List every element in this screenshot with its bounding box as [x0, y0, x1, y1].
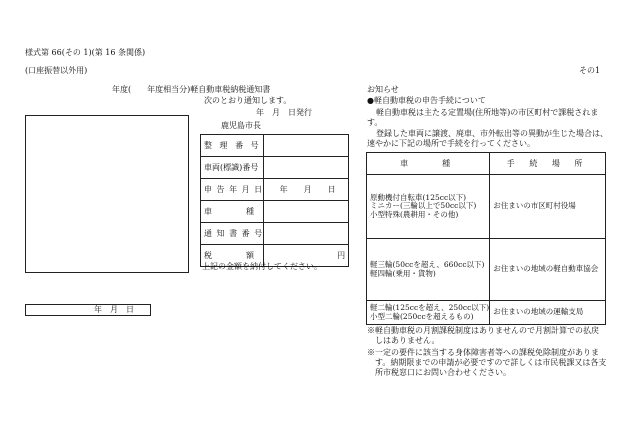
- row-label: 税 額: [201, 245, 264, 267]
- note2-line2: す。納期限までの申請が必要ですので詳しくは市民税課又は各支: [375, 358, 607, 367]
- vehicle-line: 軽四輪(乗用・貨物): [370, 268, 436, 278]
- table-row: [367, 239, 606, 301]
- row-value: [264, 223, 349, 245]
- info-heading: お知らせ: [367, 85, 399, 94]
- vehicle-cell: [367, 239, 490, 301]
- para2-line2: 速やかに下記の場所で手続を行ってください。: [367, 139, 535, 148]
- procedure-table: [366, 152, 606, 325]
- para1-line2: す。: [367, 118, 383, 127]
- note2-line1: ※一定の要件に該当する身体障害者等への課税免除制度がありま: [367, 348, 599, 357]
- place-cell: お住まいの市区町村役場: [490, 175, 606, 239]
- vehicle-line: 軽三輪(50ccを超え、660cc以下): [370, 259, 485, 269]
- row-label: 車両(標識)番号: [201, 157, 264, 179]
- row-value: [264, 157, 349, 179]
- table-row: [201, 201, 349, 223]
- table-row: [201, 157, 349, 179]
- table-row: [201, 223, 349, 245]
- vehicle-line: 原動機付自転車(125cc以下): [370, 192, 467, 202]
- table-row: [367, 301, 606, 325]
- issue-date: 年 月 日発行: [256, 108, 312, 117]
- row-value: [264, 135, 349, 157]
- row-value: 年 月 日: [264, 179, 349, 201]
- vehicle-line: 軽二輪(125ccを超え、250cc以下): [370, 302, 490, 312]
- vehicle-line: ミニカー(三輪以上で50cc以下): [370, 201, 477, 211]
- note2-line3: 所市税窓口にお問い合わせください。: [375, 368, 511, 377]
- vehicle-line: 小型二輪(250ccを超えるもの): [370, 311, 474, 321]
- note1-line1: ※軽自動車税の月割課税制度はありませんので月割計算での払戻: [367, 326, 599, 335]
- notice-subtitle: 次のとおり通知します。: [204, 96, 292, 105]
- note1-line2: しはありません。: [375, 336, 440, 345]
- vehicle-cell: [367, 175, 490, 239]
- para1-line1: 軽自動車税は主たる定置場(住所地等)の市区町村で課税されま: [376, 108, 599, 117]
- row-value: 円: [264, 245, 349, 267]
- address-box: [25, 115, 189, 273]
- payment-note: 上記の金額を納付してください。: [202, 262, 322, 271]
- notice-title: 年度( 年度相当分)軽自動車税納税通知書: [112, 85, 271, 94]
- page-label: その1: [579, 66, 601, 75]
- table-row: [367, 175, 606, 239]
- usage-label: (口座振替以外用): [25, 66, 88, 75]
- section-title: ●軽自動車税の申告手続について: [367, 96, 486, 105]
- table-row: [201, 135, 349, 157]
- form-number: 様式第 66(その 1)(第 16 条関係): [25, 48, 146, 57]
- vehicle-line: 小型特殊(農耕用・その他): [370, 209, 459, 219]
- row-label: 申 告 年 月 日: [201, 179, 264, 201]
- vehicle-cell: [367, 301, 490, 325]
- date-box-text: 年 月 日: [94, 305, 134, 314]
- place-cell: お住まいの地域の軽自動車協会: [490, 239, 606, 301]
- row-label: 整 理 番 号: [201, 135, 264, 157]
- row-label: 車 種: [201, 201, 264, 223]
- row-value: [264, 201, 349, 223]
- date-box: [25, 304, 151, 316]
- para2-line1: 登録した車両に譲渡、廃車、市外転出等の異動が生じた場合は、: [376, 129, 608, 138]
- table-header-row: [367, 153, 606, 175]
- row-label: 通 知 書 番 号: [201, 223, 264, 245]
- col-header-vehicle: 車 種: [367, 153, 490, 175]
- col-header-place: 手 続 場 所: [490, 153, 606, 175]
- table-row: [201, 179, 349, 201]
- notice-table: [200, 134, 349, 267]
- place-cell: お住まいの地域の運輸支局: [490, 301, 606, 325]
- issuer: 鹿児島市長: [221, 121, 261, 130]
